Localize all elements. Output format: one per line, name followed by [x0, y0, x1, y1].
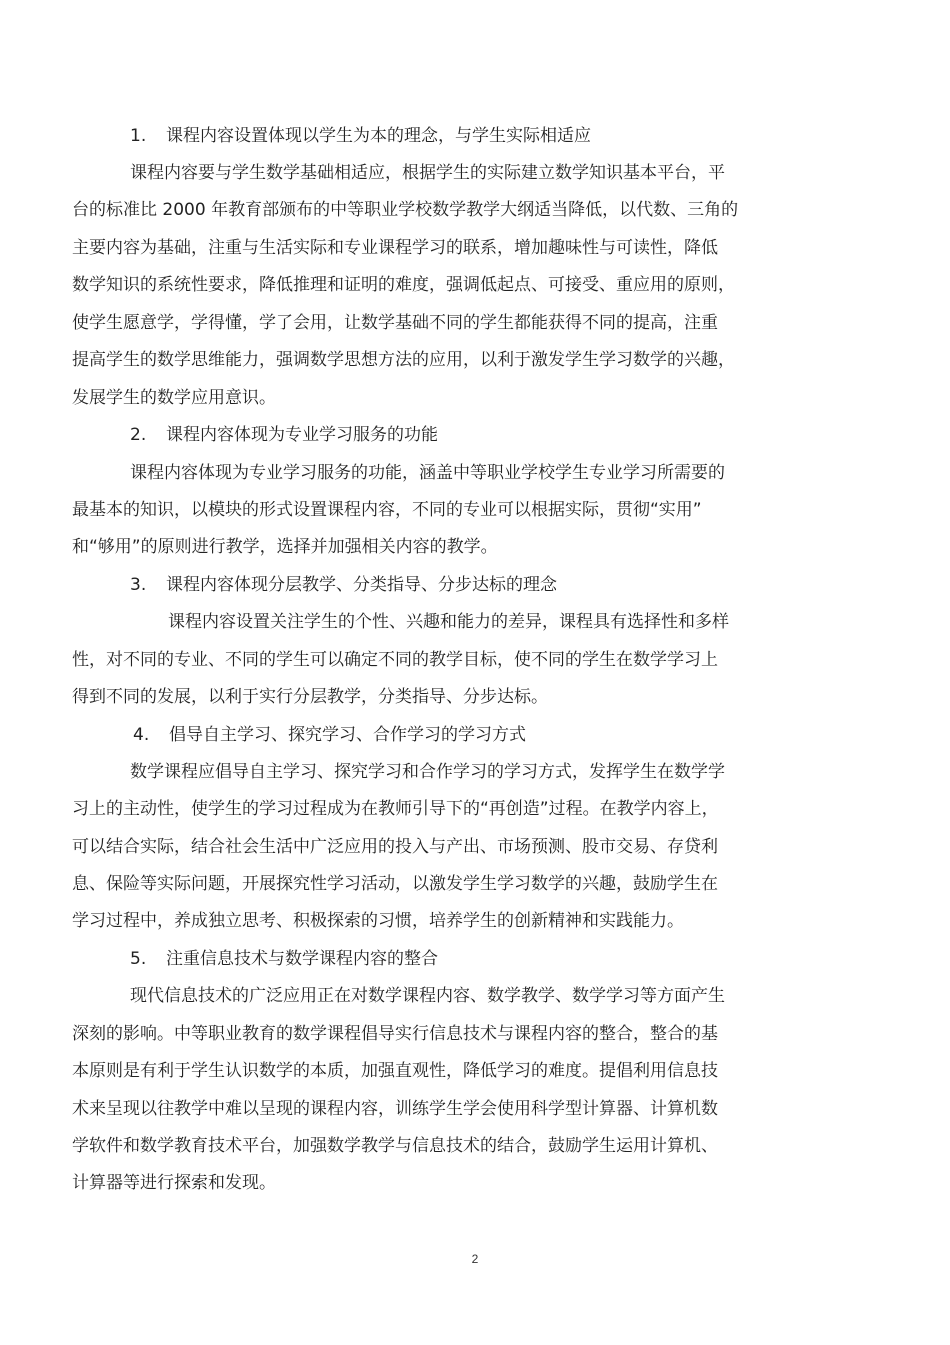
section-5-line-2: 深刻的影响。中等职业教育的数学课程倡导实行信息技术与课程内容的整合，整合的基 [72, 1024, 718, 1044]
section-4-heading [133, 723, 526, 747]
section-4-number: 4. [133, 725, 150, 745]
section-3-number: 3. [130, 575, 147, 595]
section-2-title: 课程内容体现为专业学习服务的功能 [166, 425, 438, 445]
section-1-line-6: 提高学生的数学思维能力，强调数学思想方法的应用，以利于激发学生学习数学的兴趣， [72, 350, 735, 370]
section-5-line-3: 本原则是有利于学生认识数学的本质，加强直观性，降低学习的难度。提倡利用信息技 [72, 1061, 718, 1081]
section-1-line-4: 数学知识的系统性要求，降低推理和证明的难度，强调低起点、可接受、重应用的原则， [72, 275, 735, 295]
section-1-number: 1. [130, 126, 147, 146]
section-3-line-2: 性，对不同的专业、不同的学生可以确定不同的教学目标，使不同的学生在数学学习上 [72, 650, 718, 670]
section-3-title: 课程内容体现分层教学、分类指导、分步达标的理念 [166, 575, 557, 595]
section-5-line-1: 现代信息技术的广泛应用正在对数学课程内容、数学教学、数学学习等方面产生 [130, 986, 725, 1006]
section-2-number: 2. [130, 425, 147, 445]
section-4-line-4: 息、保险等实际问题，开展探究性学习活动，以激发学生学习数学的兴趣，鼓励学生在 [72, 874, 718, 894]
section-1-line-2: 台的标准比 2000 年教育部颁布的中等职业学校数学教学大纲适当降低，以代数、三角的 [72, 200, 739, 220]
section-3-line-3: 得到不同的发展，以利于实行分层教学，分类指导、分步达标。 [72, 687, 548, 707]
section-5-heading [130, 947, 438, 971]
section-5-line-5: 学软件和数学教育技术平台，加强数学教学与信息技术的结合，鼓励学生运用计算机、 [72, 1136, 718, 1156]
page-number: 2 [471, 1252, 479, 1266]
section-1-line-7: 发展学生的数学应用意识。 [72, 388, 276, 408]
section-4-line-1: 数学课程应倡导自主学习、探究学习和合作学习的学习方式，发挥学生在数学学 [130, 762, 725, 782]
section-3-line-1: 课程内容设置关注学生的个性、兴趣和能力的差异，课程具有选择性和多样 [168, 612, 729, 632]
section-1-line-1: 课程内容要与学生数学基础相适应，根据学生的实际建立数学知识基本平台，平 [130, 163, 725, 183]
section-1-title: 课程内容设置体现以学生为本的理念，与学生实际相适应 [166, 126, 591, 146]
section-4-title: 倡导自主学习、探究学习、合作学习的学习方式 [169, 725, 526, 745]
section-5-number: 5. [130, 949, 147, 969]
section-2-line-2: 最基本的知识，以模块的形式设置课程内容，不同的专业可以根据实际，贯彻“实用” [72, 500, 702, 520]
section-1-heading [130, 124, 591, 148]
section-2-line-1: 课程内容体现为专业学习服务的功能，涵盖中等职业学校学生专业学习所需要的 [130, 463, 725, 483]
section-1-line-3: 主要内容为基础，注重与生活实际和专业课程学习的联系，增加趣味性与可读性，降低 [72, 238, 718, 258]
section-5-line-6: 计算器等进行探索和发现。 [72, 1173, 276, 1193]
section-4-line-5: 学习过程中，养成独立思考、积极探索的习惯，培养学生的创新精神和实践能力。 [72, 911, 684, 931]
section-4-line-3: 可以结合实际，结合社会生活中广泛应用的投入与产出、市场预测、股市交易、存贷利 [72, 837, 718, 857]
section-3-heading [130, 573, 557, 597]
section-4-line-2: 习上的主动性，使学生的学习过程成为在教师引导下的“再创造”过程。在教学内容上， [72, 799, 719, 819]
section-5-line-4: 术来呈现以往教学中难以呈现的课程内容，训练学生学会使用科学型计算器、计算机数 [72, 1099, 718, 1119]
section-2-heading [130, 423, 438, 447]
section-1-line-5: 使学生愿意学，学得懂，学了会用，让数学基础不同的学生都能获得不同的提高，注重 [72, 313, 718, 333]
section-2-line-3: 和“够用”的原则进行教学，选择并加强相关内容的教学。 [72, 537, 498, 557]
section-5-title: 注重信息技术与数学课程内容的整合 [166, 949, 438, 969]
